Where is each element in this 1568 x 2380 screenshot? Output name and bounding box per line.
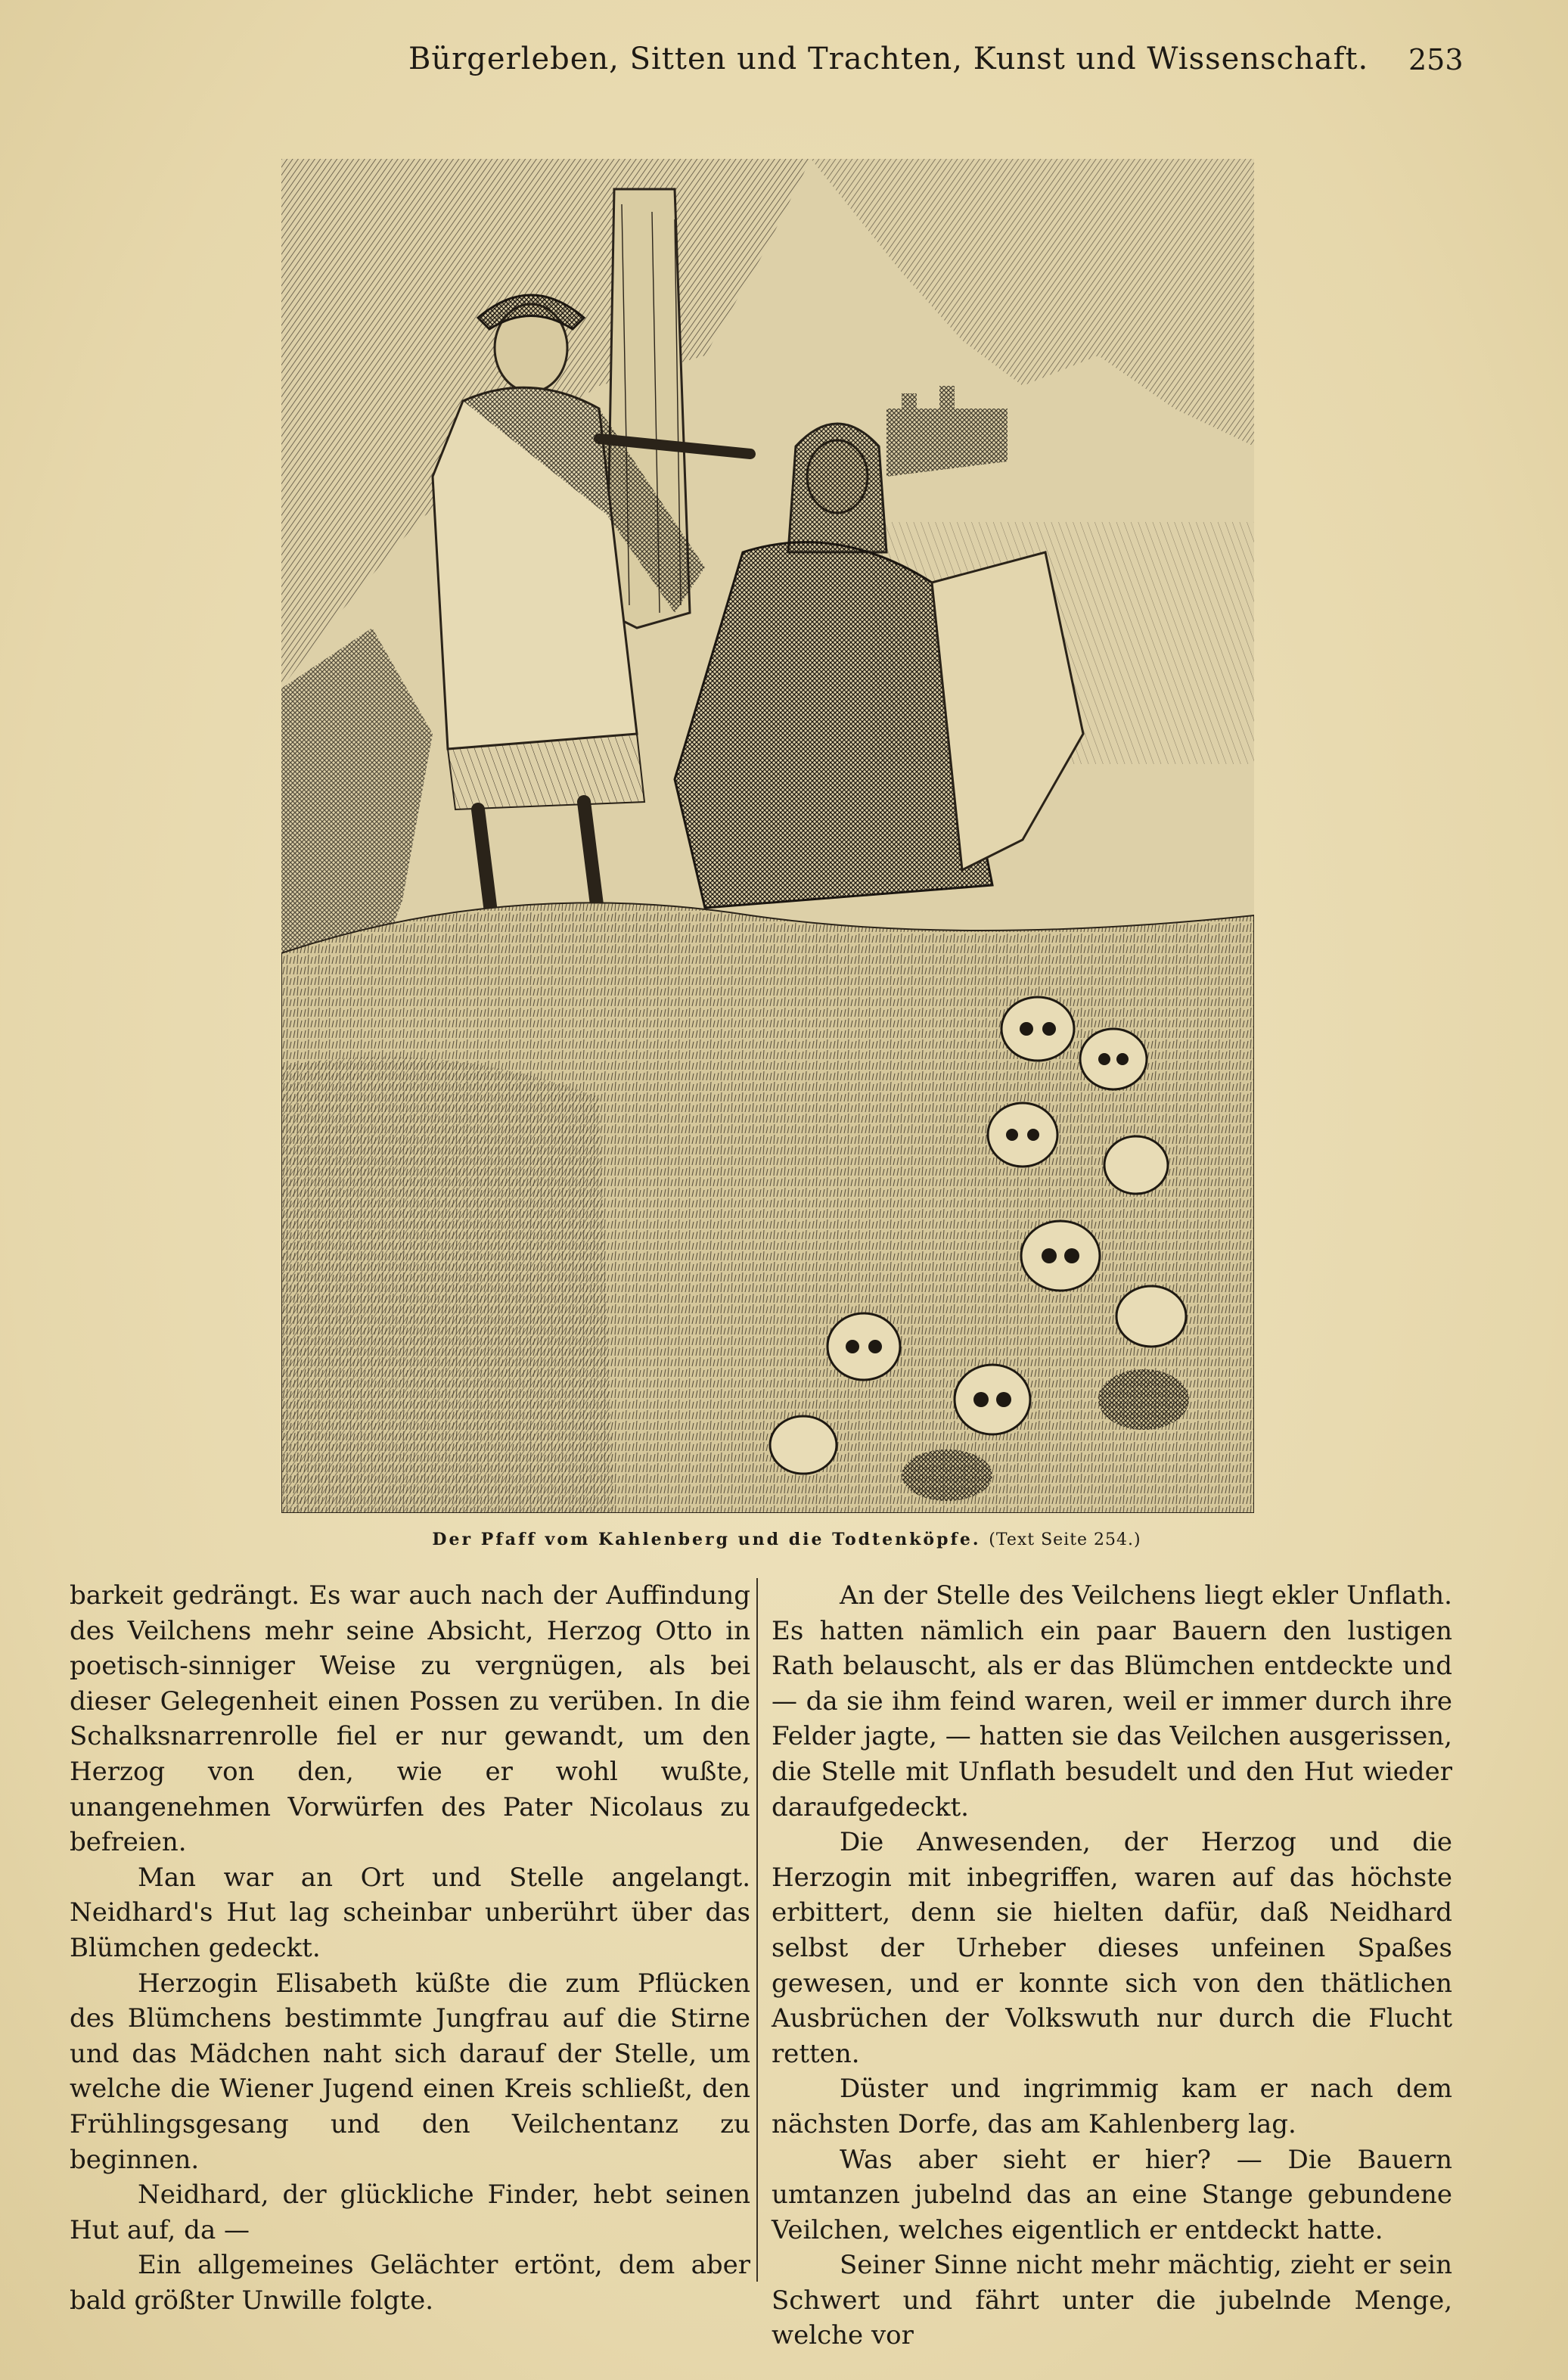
- engraving-svg: [281, 159, 1254, 1513]
- column-divider: [756, 1578, 758, 2282]
- left-paragraph-4: Neidhard, der glückliche Finder, hebt seinen Hut auf, da —: [70, 2180, 750, 2245]
- engraving-illustration: [281, 159, 1254, 1513]
- right-paragraph-3: Düster und ingrimmig kam er nach dem nächsten Dorfe, das am Kahlenberg lag.: [772, 2074, 1452, 2139]
- left-text-column: [70, 1578, 750, 2318]
- right-paragraph-1: An der Stelle des Veilchens liegt ekler Unflath. Es hatten nämlich ein paar Bauern den lustigen Rath belauscht, als er das Blümchen entdeckte und — da sie ihm feind waren, weil er immer durch ihre Felder jagte, — hatten sie das Veilchen ausgerissen, die Stelle mit Unflath besudelt und den Hut wieder daraufgedeckt.: [772, 1580, 1452, 1822]
- page-number: 253: [1408, 43, 1464, 76]
- right-paragraph-4: Was aber sieht er hier? — Die Bauern umtanzen jubelnd das an eine Stange gebundene Veilchen, welches eigentlich er entdeckt hatte.: [772, 2144, 1452, 2245]
- running-title: Bürgerleben, Sitten und Trachten, Kunst und Wissenschaft.: [408, 42, 1369, 76]
- page-header: [0, 42, 1568, 87]
- illustration-caption: [227, 1530, 1346, 1549]
- caption-title: Der Pfaff vom Kahlenberg und die Todtenköpfe.: [432, 1530, 981, 1549]
- left-paragraph-3: Herzogin Elisabeth küßte die zum Pflücken des Blümchens bestimmte Jungfrau auf die Stirne und das Mädchen naht sich darauf der Stelle, um welche die Wiener Jugend einen Kreis schließt, den Frühlingsgesang und den Veilchentanz zu beginnen.: [70, 1968, 750, 2175]
- left-paragraph-2: Man war an Ort und Stelle angelangt. Neidhard's Hut lag scheinbar unberührt über das Blümchen gedeckt.: [70, 1862, 750, 1963]
- left-paragraph-1: barkeit gedrängt. Es war auch nach der Auffindung des Veilchens mehr seine Absicht, Herzog Otto in poetisch-sinniger Weise zu vergnügen, als bei dieser Gelegenheit einen Possen zu verüben. In die Schalksnarrenrolle fiel er nur gewandt, um den Herzog von den, wie er wohl wußte, unangenehmen Vorwürfen des Pater Nicolaus zu befreien.: [70, 1580, 750, 1858]
- caption-text-reference: (Text Seite 254.): [989, 1530, 1141, 1549]
- right-paragraph-5: Seiner Sinne nicht mehr mächtig, zieht er sein Schwert und fährt unter die jubelnde Menge, welche vor: [772, 2250, 1452, 2351]
- left-paragraph-5: Ein allgemeines Gelächter ertönt, dem aber bald größter Unwille folgte.: [70, 2250, 750, 2316]
- right-text-column: [772, 1578, 1452, 2354]
- right-paragraph-2: Die Anwesenden, der Herzog und die Herzogin mit inbegriffen, waren auf das höchste erbittert, denn sie hielten dafür, daß Neidhard selbst der Urheber dieses unfeinen Spaßes gewesen, und er konnte sich von den thätlichen Ausbrüchen der Volkswuth nur durch die Flucht retten.: [772, 1827, 1452, 2069]
